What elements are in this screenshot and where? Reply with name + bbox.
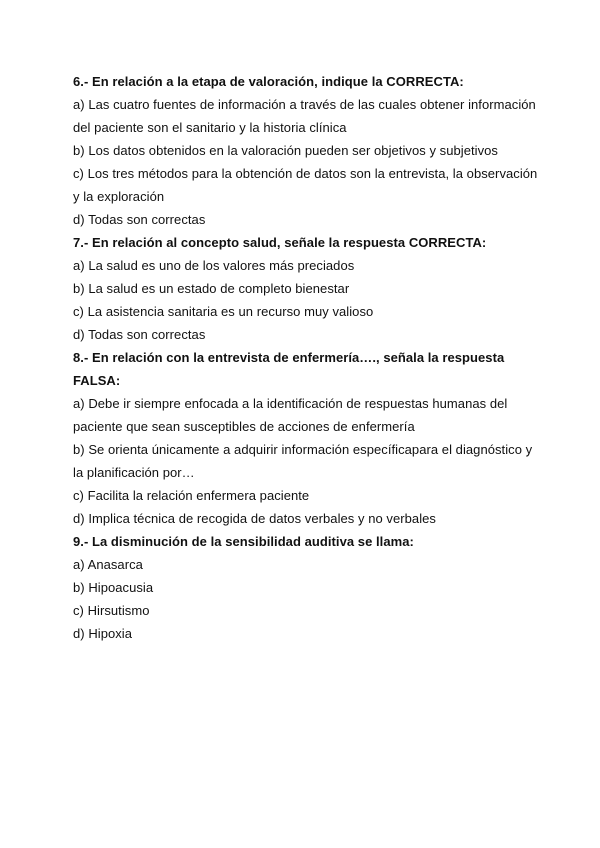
question-7: [73, 231, 543, 346]
answer-option-d: d) Hipoxia: [73, 626, 133, 641]
answer-option-d: d) Implica técnica de recogida de datos verbales y no verbales: [73, 511, 436, 526]
answer-option-b: b) Los datos obtenidos en la valoración pueden ser objetivos y subjetivos: [73, 143, 498, 158]
quiz-content: [73, 70, 543, 645]
answer-option-d: d) Todas son correctas: [73, 327, 206, 342]
answer-option-c: c) Los tres métodos para la obtención de datos son la entrevista, la observación y la exploración: [73, 166, 538, 204]
answer-option-a: a) Debe ir siempre enfocada a la identificación de respuestas humanas del paciente que sean susceptibles de acciones de enfermería: [73, 396, 508, 434]
answer-option-b: b) Se orienta únicamente a adquirir información específicapara el diagnóstico y la planificación por…: [73, 442, 533, 480]
answer-option-a: a) Las cuatro fuentes de información a través de las cuales obtener información del paciente son el sanitario y la historia clínica: [73, 97, 536, 135]
answer-option-d: d) Todas son correctas: [73, 212, 206, 227]
question-9: [73, 530, 543, 645]
answer-option-a: a) Anasarca: [73, 557, 143, 572]
question-heading: 9.- La disminución de la sensibilidad auditiva se llama:: [73, 534, 414, 549]
answer-option-b: b) Hipoacusia: [73, 580, 154, 595]
answer-option-c: c) Facilita la relación enfermera paciente: [73, 488, 310, 503]
question-6: [73, 70, 543, 231]
answer-option-b: b) La salud es un estado de completo bienestar: [73, 281, 350, 296]
answer-option-c: c) Hirsutismo: [73, 603, 150, 618]
answer-option-c: c) La asistencia sanitaria es un recurso muy valioso: [73, 304, 374, 319]
question-heading: 7.- En relación al concepto salud, señale la respuesta CORRECTA:: [73, 235, 487, 250]
question-heading: 8.- En relación con la entrevista de enfermería…., señala la respuesta FALSA:: [73, 350, 505, 388]
question-8: [73, 346, 543, 530]
question-heading: 6.- En relación a la etapa de valoración, indique la CORRECTA:: [73, 74, 464, 89]
answer-option-a: a) La salud es uno de los valores más preciados: [73, 258, 355, 273]
